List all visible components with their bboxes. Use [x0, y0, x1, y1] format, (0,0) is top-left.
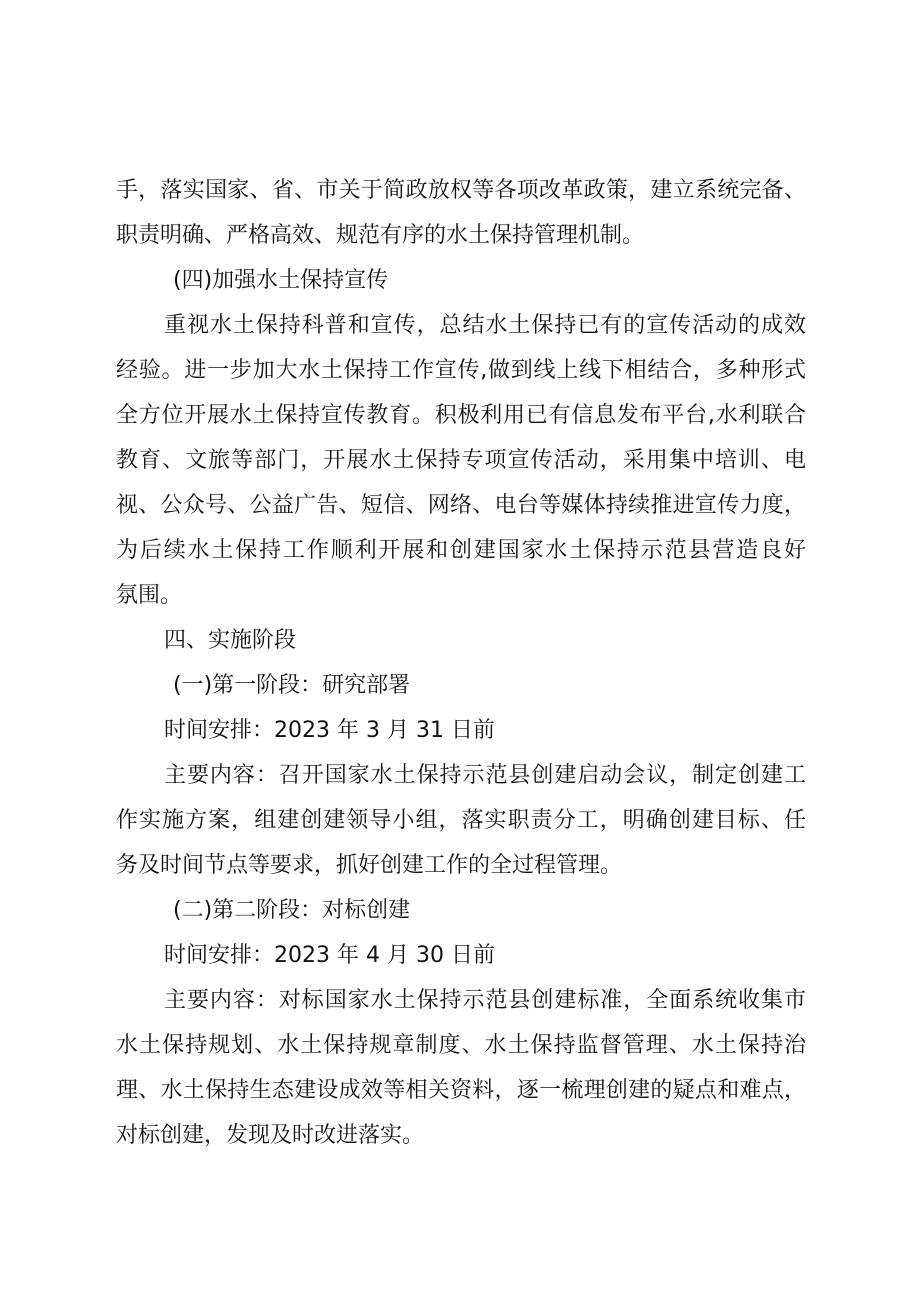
subsection-heading: (一)第一阶段：研究部署	[173, 673, 411, 698]
subsection-heading: (二)第二阶段：对标创建	[173, 898, 411, 923]
section-heading: (四)加强水土保持宣传	[173, 268, 389, 293]
paragraph-line: 务及时间节点等要求，抓好创建工作的全过程管理。	[116, 853, 623, 878]
paragraph-line: 对标创建，发现及时改进落实。	[116, 1123, 425, 1148]
paragraph-line: 作实施方案，组建创建领导小组，落实职责分工，明确创建目标、任	[116, 808, 806, 833]
paragraph-line: 经验。进一步加大水土保持工作宣传,做到线上线下相结合，多种形式	[116, 358, 806, 383]
paragraph-line: 理、水土保持生态建设成效等相关资料，逐一梳理创建的疑点和难点，	[116, 1078, 806, 1103]
paragraph-line: 水土保持规划、水土保持规章制度、水土保持监督管理、水土保持治	[116, 1033, 806, 1058]
paragraph-line: 教育、文旅等部门，开展水土保持专项宣传活动，采用集中培训、电	[116, 448, 806, 473]
paragraph-line: 主要内容：对标国家水土保持示范县创建标准，全面系统收集市	[164, 988, 806, 1013]
paragraph-line: 为后续水土保持工作顺利开展和创建国家水土保持示范县营造良好	[116, 538, 806, 563]
paragraph-line: 视、公众号、公益广告、短信、网络、电台等媒体持续推进宣传力度，	[116, 493, 806, 518]
paragraph-line: 重视水土保持科普和宣传，总结水土保持已有的宣传活动的成效	[164, 313, 806, 338]
paragraph-line: 职责明确、严格高效、规范有序的水土保持管理机制。	[116, 223, 645, 248]
paragraph-line: 手，落实国家、省、市关于简政放权等各项改革政策，建立系统完备、	[116, 178, 806, 203]
paragraph-line: 氛围。	[116, 583, 183, 608]
schedule-line: 时间安排：2023 年 3 月 31 日前	[164, 718, 495, 743]
section-heading: 四、实施阶段	[164, 628, 297, 653]
paragraph-line: 全方位开展水土保持宣传教育。积极利用已有信息发布平台,水利联合	[116, 403, 806, 428]
schedule-line: 时间安排：2023 年 4 月 30 日前	[164, 943, 495, 968]
paragraph-line: 主要内容：召开国家水土保持示范县创建启动会议，制定创建工	[164, 763, 806, 788]
document-body	[116, 168, 806, 1158]
